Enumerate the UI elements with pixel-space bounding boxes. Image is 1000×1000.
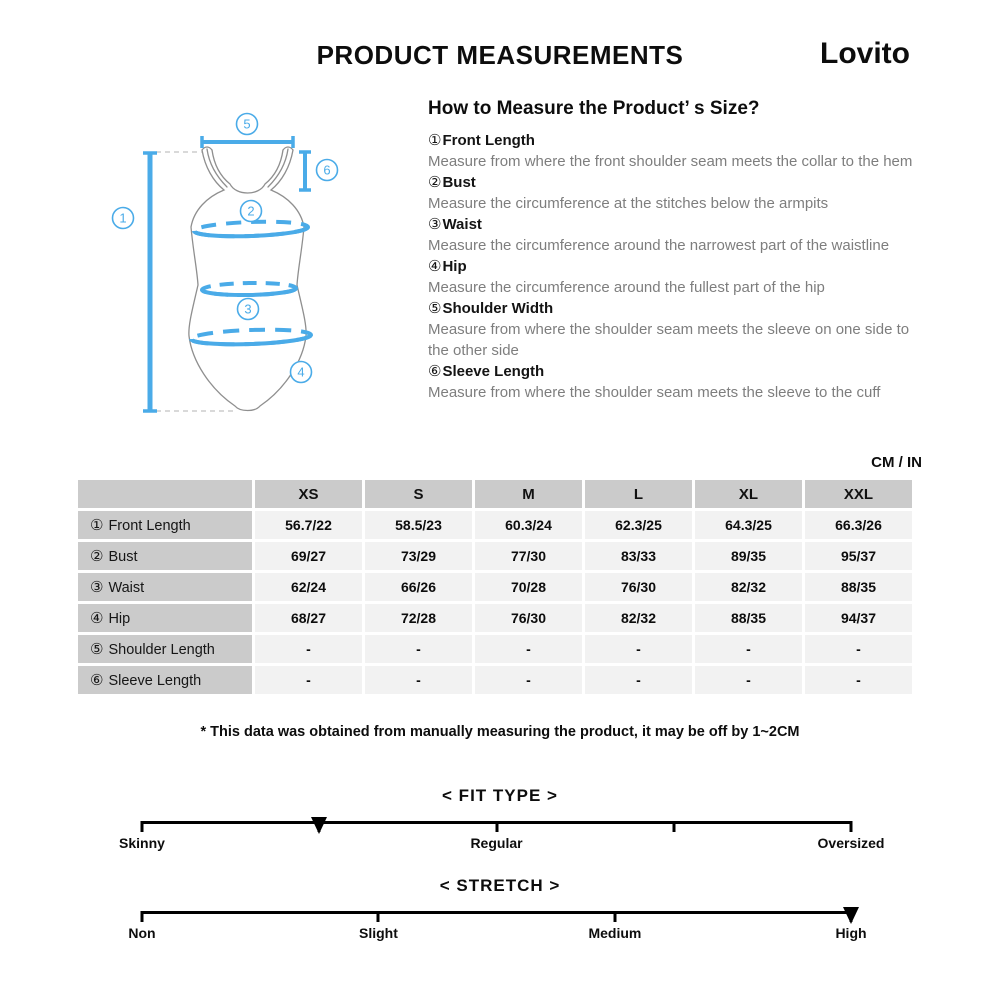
measurement-diagram — [90, 100, 410, 440]
table-row-waist — [78, 573, 912, 601]
measure-item-title — [428, 361, 918, 382]
item-number: ① — [428, 131, 442, 149]
measure-item-sleeve-length — [428, 361, 918, 403]
cell: 95/37 — [805, 542, 912, 570]
cell: - — [695, 635, 802, 663]
scale-tick — [613, 911, 616, 922]
scale-tick — [141, 821, 144, 832]
scale-label: Skinny — [119, 835, 165, 851]
scale-label: Regular — [470, 835, 523, 851]
bust-ellipse — [194, 220, 308, 238]
header-empty-cell — [78, 480, 252, 508]
stretch-title: < STRETCH > — [439, 876, 561, 895]
table-row-sleeve-length — [78, 666, 912, 694]
row-number: ⑤ — [90, 640, 104, 658]
cell: 89/35 — [695, 542, 802, 570]
item-number: ⑥ — [428, 362, 442, 380]
cell: - — [475, 666, 582, 694]
row-label-text: Front Length — [108, 518, 191, 534]
row-number: ③ — [90, 578, 104, 596]
measure-item-desc: Measure the circumference around the narrowest part of the waistline — [428, 237, 890, 254]
row-label — [78, 635, 252, 663]
row-number: ④ — [90, 609, 104, 627]
cell: - — [695, 666, 802, 694]
row-label — [78, 511, 252, 539]
how-to-title: How to Measure the Product’ s Size? — [428, 98, 760, 119]
item-label: Sleeve Length — [442, 363, 545, 380]
waist-ellipse — [202, 282, 296, 296]
scale-tick — [850, 821, 853, 832]
cell: 66/26 — [365, 573, 472, 601]
swimsuit-outline — [189, 147, 306, 411]
item-number: ⑤ — [428, 299, 442, 317]
cell: 72/28 — [365, 604, 472, 632]
measure-item-title — [428, 172, 918, 193]
mark-5: 5 — [243, 116, 251, 132]
size-col-s: S — [365, 480, 472, 508]
cell: - — [255, 666, 362, 694]
fit-type-title: < FIT TYPE > — [442, 786, 558, 805]
cell: 69/27 — [255, 542, 362, 570]
cell: 70/28 — [475, 573, 582, 601]
row-number: ① — [90, 516, 104, 534]
measure-item-desc: Measure from where the shoulder seam meets the sleeve to the cuff — [428, 384, 881, 401]
measure-item-desc: Measure from where the front shoulder seam meets the collar to the hem — [428, 153, 913, 170]
cell: 76/30 — [475, 604, 582, 632]
scale-marker-icon — [311, 817, 327, 834]
item-label: Hip — [442, 258, 467, 275]
row-label — [78, 604, 252, 632]
scale-label: High — [835, 925, 867, 941]
mark-4: 4 — [297, 364, 305, 380]
item-number: ③ — [428, 215, 442, 233]
item-number: ④ — [428, 257, 442, 275]
item-number: ② — [428, 173, 442, 191]
size-col-m: M — [475, 480, 582, 508]
measure-item-bust — [428, 172, 918, 214]
scale-tick — [377, 911, 380, 922]
mark-2: 2 — [247, 203, 255, 219]
scale-tick — [141, 911, 144, 922]
size-table-header-row — [78, 480, 912, 508]
table-row-hip — [78, 604, 912, 632]
measure-item-title — [428, 130, 918, 151]
stretch-scale — [128, 911, 867, 941]
measure-item-desc: Measure the circumference at the stitches below the armpits — [428, 195, 829, 212]
cell: 76/30 — [585, 573, 692, 601]
scale-label: Non — [128, 925, 156, 941]
cell: - — [255, 635, 362, 663]
row-number: ② — [90, 547, 104, 565]
size-col-xs: XS — [255, 480, 362, 508]
units-label: CM / IN — [871, 454, 922, 471]
size-col-xl: XL — [695, 480, 802, 508]
scale-marker-icon — [843, 907, 859, 924]
mark-1: 1 — [119, 210, 127, 226]
cell: 56.7/22 — [255, 511, 362, 539]
row-label-text: Shoulder Length — [108, 642, 215, 658]
row-label — [78, 573, 252, 601]
row-number: ⑥ — [90, 671, 104, 689]
table-row-bust — [78, 542, 912, 570]
row-label-text: Waist — [108, 580, 145, 596]
table-row-front-length — [78, 511, 912, 539]
cell: - — [365, 666, 472, 694]
row-label-text: Sleeve Length — [108, 673, 202, 689]
scale-label: Slight — [358, 925, 398, 941]
cell: 68/27 — [255, 604, 362, 632]
cell: 88/35 — [695, 604, 802, 632]
cell: - — [585, 666, 692, 694]
measure-item-shoulder-width — [428, 298, 918, 361]
cell: 62.3/25 — [585, 511, 692, 539]
page-title: PRODUCT MEASUREMENTS — [316, 40, 684, 70]
cell: 82/32 — [695, 573, 802, 601]
measurement-marks — [143, 136, 311, 411]
scale-label: Oversized — [817, 835, 885, 851]
cell: - — [805, 635, 912, 663]
item-label: Shoulder Width — [442, 300, 554, 317]
cell: 83/33 — [585, 542, 692, 570]
how-to-measure-section — [428, 98, 918, 403]
row-label-text: Bust — [108, 549, 138, 565]
cell: 60.3/24 — [475, 511, 582, 539]
hip-ellipse — [191, 328, 311, 346]
measure-item-title — [428, 256, 918, 277]
cell: 62/24 — [255, 573, 362, 601]
row-label — [78, 542, 252, 570]
measure-item-front-length — [428, 130, 918, 172]
cell: 82/32 — [585, 604, 692, 632]
cell: 88/35 — [805, 573, 912, 601]
cell: 77/30 — [475, 542, 582, 570]
mark-6: 6 — [323, 162, 331, 178]
cell: 64.3/25 — [695, 511, 802, 539]
measure-item-desc: Measure the circumference around the fullest part of the hip — [428, 279, 825, 296]
size-table — [75, 477, 915, 697]
measure-item-title — [428, 214, 918, 235]
item-label: Bust — [442, 174, 476, 191]
scale-tick — [495, 821, 498, 832]
item-label: Waist — [442, 216, 482, 233]
cell: 94/37 — [805, 604, 912, 632]
row-label-text: Hip — [108, 611, 131, 627]
scale-tick — [672, 821, 675, 832]
cell: - — [805, 666, 912, 694]
fit-type-scale — [119, 821, 885, 851]
cell: - — [475, 635, 582, 663]
measurement-disclaimer: * This data was obtained from manually measuring the product, it may be off by 1~2CM — [200, 724, 800, 740]
measure-item-title — [428, 298, 918, 319]
cell: 66.3/26 — [805, 511, 912, 539]
measure-item-hip — [428, 256, 918, 298]
brand-logo: Lovito — [820, 37, 910, 70]
mark-3: 3 — [244, 301, 252, 317]
size-col-xxl: XXL — [805, 480, 912, 508]
scale-label: Medium — [588, 925, 642, 941]
item-label: Front Length — [442, 132, 535, 149]
measure-item-waist — [428, 214, 918, 256]
size-col-l: L — [585, 480, 692, 508]
measure-item-desc: Measure from where the shoulder seam meets the sleeve on one side to the other side — [428, 321, 910, 359]
row-label — [78, 666, 252, 694]
cell: 58.5/23 — [365, 511, 472, 539]
cell: - — [585, 635, 692, 663]
cell: 73/29 — [365, 542, 472, 570]
table-row-shoulder-length — [78, 635, 912, 663]
cell: - — [365, 635, 472, 663]
